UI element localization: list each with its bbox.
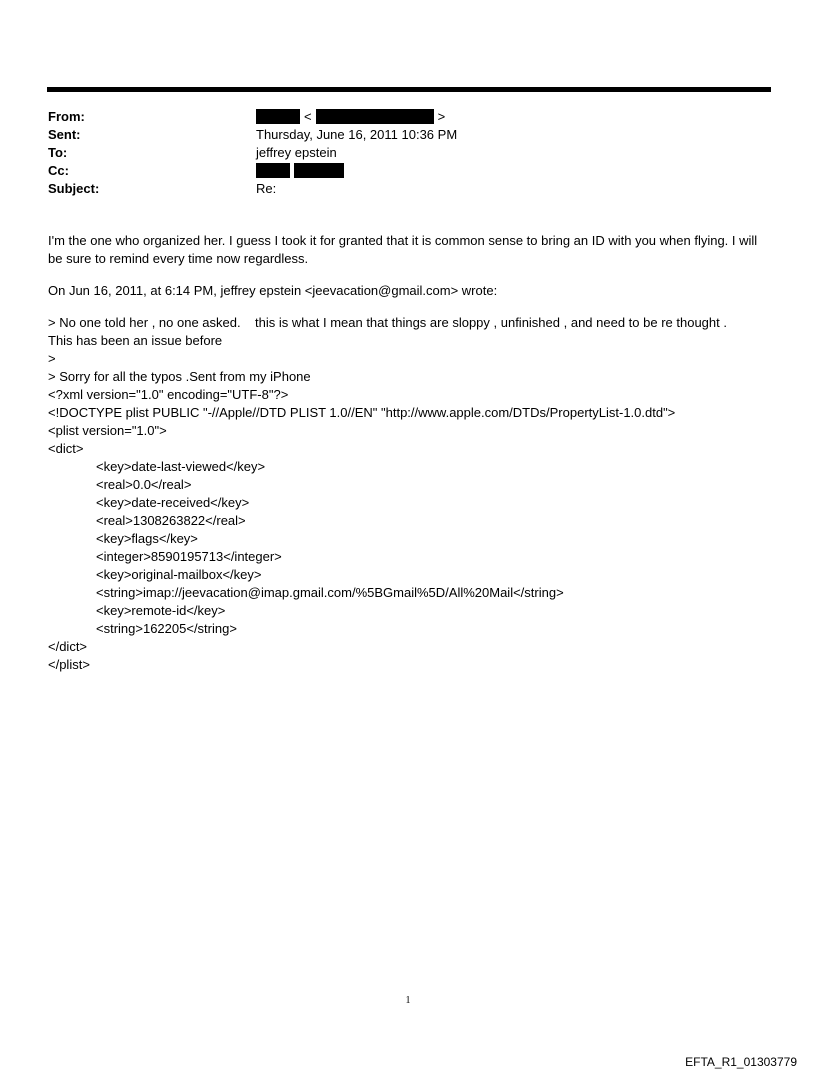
from-value (256, 108, 449, 126)
plist-entry: <key>original-mailbox</key> (96, 567, 262, 582)
email-body (48, 232, 773, 674)
plist-xml-decl: <?xml version="1.0" encoding="UTF-8"?> (48, 387, 289, 402)
plist-entry: <string>imap://jeevacation@imap.gmail.com/%5BGmail%5D/All%20Mail</string> (96, 585, 564, 600)
quoted-line: > Sorry for all the typos .Sent from my iPhone (48, 369, 311, 384)
quoted-line: > (48, 351, 56, 366)
quoted-line: This has been an issue before (48, 333, 223, 348)
subject-value: Re: (256, 181, 277, 196)
plist-doctype: <!DOCTYPE plist PUBLIC "-//Apple//DTD PLIST 1.0//EN" "http://www.apple.com/DTDs/PropertyList-1.0.dtd"> (48, 405, 676, 420)
dict-open: <dict> (48, 441, 84, 456)
quoted-line: > No one told her , no one asked. this is what I mean that things are sloppy , unfinished , and need to be re thought . (48, 315, 727, 330)
quote-intro: On Jun 16, 2011, at 6:14 PM, jeffrey epstein <jeevacation@gmail.com> wrote: (48, 283, 498, 298)
from-lt: < (304, 109, 312, 124)
bates-number: EFTA_R1_01303779 (685, 1055, 797, 1069)
redaction-box (256, 163, 290, 178)
to-row (48, 144, 768, 162)
plist-entry: <key>date-last-viewed</key> (96, 459, 266, 474)
subject-row (48, 180, 768, 198)
plist-close: </plist> (48, 657, 90, 672)
plist-entry: <string>162205</string> (96, 621, 237, 636)
from-gt: > (437, 109, 446, 124)
email-header (48, 108, 768, 198)
to-value: jeffrey epstein (256, 145, 337, 160)
redaction-box (294, 163, 344, 178)
sent-value: Thursday, June 16, 2011 10:36 PM (256, 127, 458, 142)
plist-entry: <integer>8590195713</integer> (96, 549, 282, 564)
to-label: To: (48, 145, 68, 160)
redaction-box (256, 109, 300, 124)
plist-entry: <real>0.0</real> (96, 477, 192, 492)
cc-value (256, 162, 344, 180)
dict-close: </dict> (48, 639, 88, 654)
cc-label: Cc: (48, 163, 69, 178)
sent-row (48, 126, 768, 144)
page-number: 1 (405, 995, 411, 1006)
subject-label: Subject: (48, 181, 100, 196)
header-rule (47, 87, 771, 92)
plist-entry: <key>flags</key> (96, 531, 198, 546)
plist-entry: <key>remote-id</key> (96, 603, 226, 618)
redaction-box (316, 109, 434, 124)
plist-open: <plist version="1.0"> (48, 423, 167, 438)
plist-entry: <real>1308263822</real> (96, 513, 246, 528)
from-row (48, 108, 768, 126)
reply-paragraph: I'm the one who organized her. I guess I took it for granted that it is common sense to bring an ID with you when flying. I will be sure to remind every time now regardless. (48, 233, 758, 266)
plist-entry: <key>date-received</key> (96, 495, 250, 510)
cc-row (48, 162, 768, 180)
from-label: From: (48, 109, 85, 124)
sent-label: Sent: (48, 127, 81, 142)
